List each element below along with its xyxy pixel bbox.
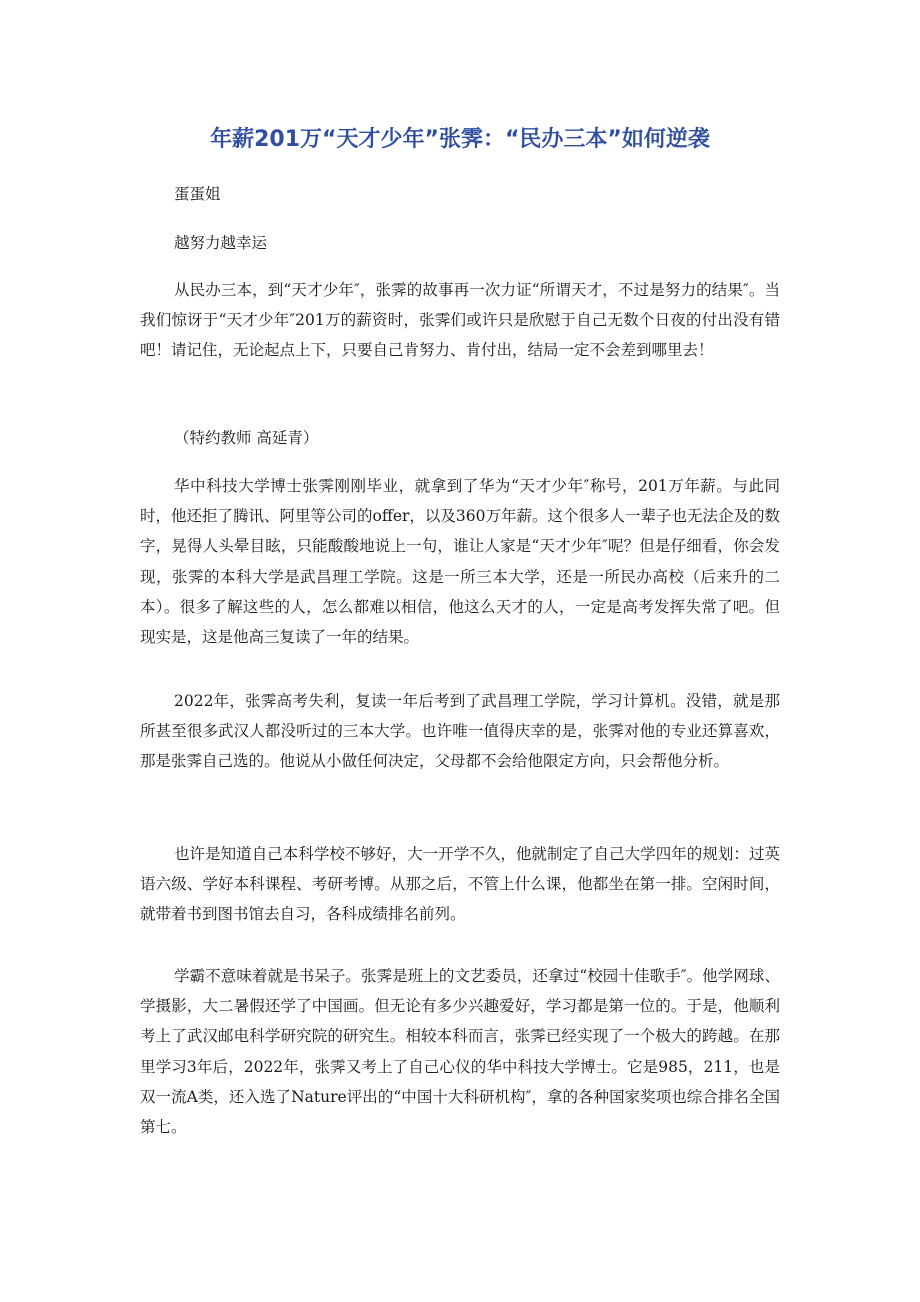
byline: （特约教师 高延青）	[174, 429, 319, 447]
body-paragraph-3: 也许是知道自己本科学校不够好，大一开学不久，他就制定了自己大学四年的规划：过英语六级、学好本科课程、考研考博。从那之后，不管上什么课，他都坐在第一排。空闲时间，就带着书到图书馆去自习，各科成绩排名前列。	[140, 845, 780, 924]
body-paragraph-1: 华中科技大学博士张霁刚刚毕业，就拿到了华为“天才少年″称号，201万年薪。与此同时，他还拒了腾讯、阿里等公司的offer，以及360万年薪。这个很多人一辈子也无法企及的数字，晃得人头晕目眩，只能酸酸地说上一句，谁让人家是“天才少年″呢？但是仔细看，你会发现，张霁的本科大学是武昌理工学院。这是一所三本大学，还是一所民办高校（后来升的二本）。很多了解这些的人，怎么都难以相信，他这么天才的人，一定是高考发挥失常了吧。但现实是，这是他高三复读了一年的结果。	[140, 477, 781, 647]
author-name: 蛋蛋姐	[174, 185, 221, 203]
body-paragraph-4: 学霸不意味着就是书呆子。张霁是班上的文艺委员，还拿过“校园十佳歌手″。他学网球、学摄影，大二暑假还学了中国画。但无论有多少兴趣爱好，学习都是第一位的。于是，他顺利考上了武汉邮电科学研究院的研究生。相较本科而言，张霁已经实现了一个极大的跨越。在那里学习3年后，2022年，张霁又考上了自己心仪的华中科技大学博士。它是985，211，也是双一流A类，还入选了Nature评出的“中国十大科研机构″，拿的各种国家奖项也综合排名全国第七。	[140, 967, 780, 1137]
intro-paragraph: 从民办三本，到“天才少年″，张霁的故事再一次力证“所谓天才，不过是努力的结果″。当我们惊讶于“天才少年″201万的薪资时，张霁们或许只是欣慰于自己无数个日夜的付出没有错吧！请记住，无论起点上下，只要自己肯努力、肯付出，结局一定不会差到哪里去！	[140, 281, 780, 360]
body-paragraph-2: 2022年，张霁高考失利，复读一年后考到了武昌理工学院，学习计算机。没错，就是那所甚至很多武汉人都没听过的三本大学。也许唯一值得庆幸的是，张霁对他的专业还算喜欢，那是张霁自己选的。他说从小做任何决定，父母都不会给他限定方向，只会帮他分析。	[140, 692, 780, 771]
article-title: 年薪201万“天才少年”张霁：“民办三本”如何逆袭	[210, 127, 710, 152]
tagline: 越努力越幸运	[174, 234, 268, 252]
